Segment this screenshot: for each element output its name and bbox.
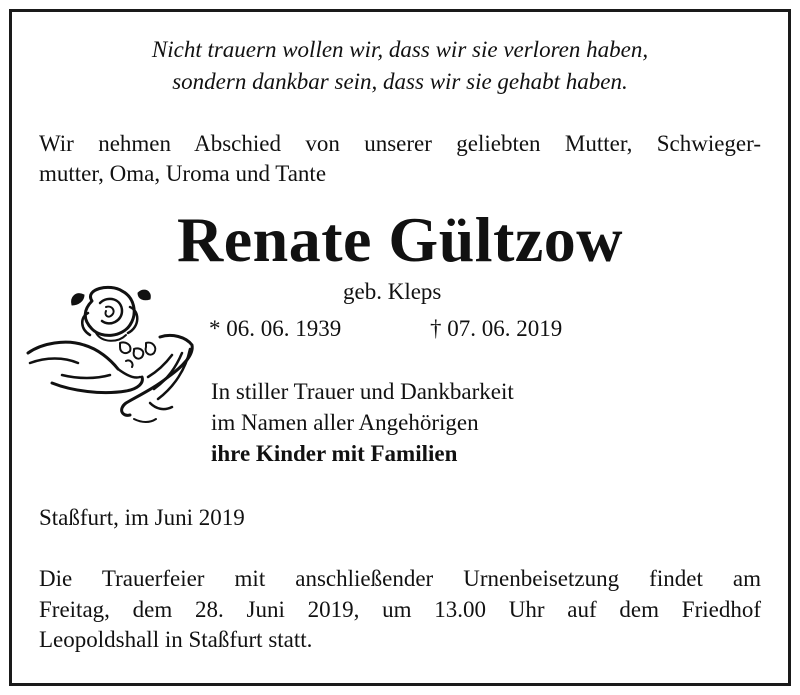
intro-line-2: mutter, Oma, Uroma und Tante <box>39 161 327 186</box>
maiden-name: geb. Kleps <box>343 279 442 304</box>
funeral-line-1: Die Trauerfeier mit anschließender Urnenbeisetzung findet am <box>39 566 761 591</box>
deceased-name: Renate Gültzow <box>176 204 624 275</box>
mourners-line-3: ihre Kinder mit Familien <box>211 441 458 466</box>
motto-line-2: sondern dankbar sein, dass wir sie gehabt haben. <box>172 69 628 94</box>
motto-line-1: Nicht trauern wollen wir, dass wir sie verloren haben, <box>151 37 649 62</box>
birth-date: * 06. 06. 1939 <box>209 316 342 341</box>
funeral-line-2: Freitag, dem 28. Juni 2019, um 13.00 Uhr auf dem Friedhof <box>39 597 761 622</box>
mourners-line-2: im Namen aller Angehörigen <box>211 410 479 435</box>
place-date: Staßfurt, im Juni 2019 <box>39 505 245 530</box>
rose-in-hands-icon <box>22 283 200 431</box>
death-date: † 07. 06. 2019 <box>430 316 563 341</box>
funeral-line-3: Leopoldshall in Staßfurt statt. <box>39 627 313 652</box>
intro-line-1: Wir nehmen Abschied von unserer geliebten Mutter, Schwieger- <box>39 131 761 156</box>
mourners-line-1: In stiller Trauer und Dankbarkeit <box>211 379 514 404</box>
